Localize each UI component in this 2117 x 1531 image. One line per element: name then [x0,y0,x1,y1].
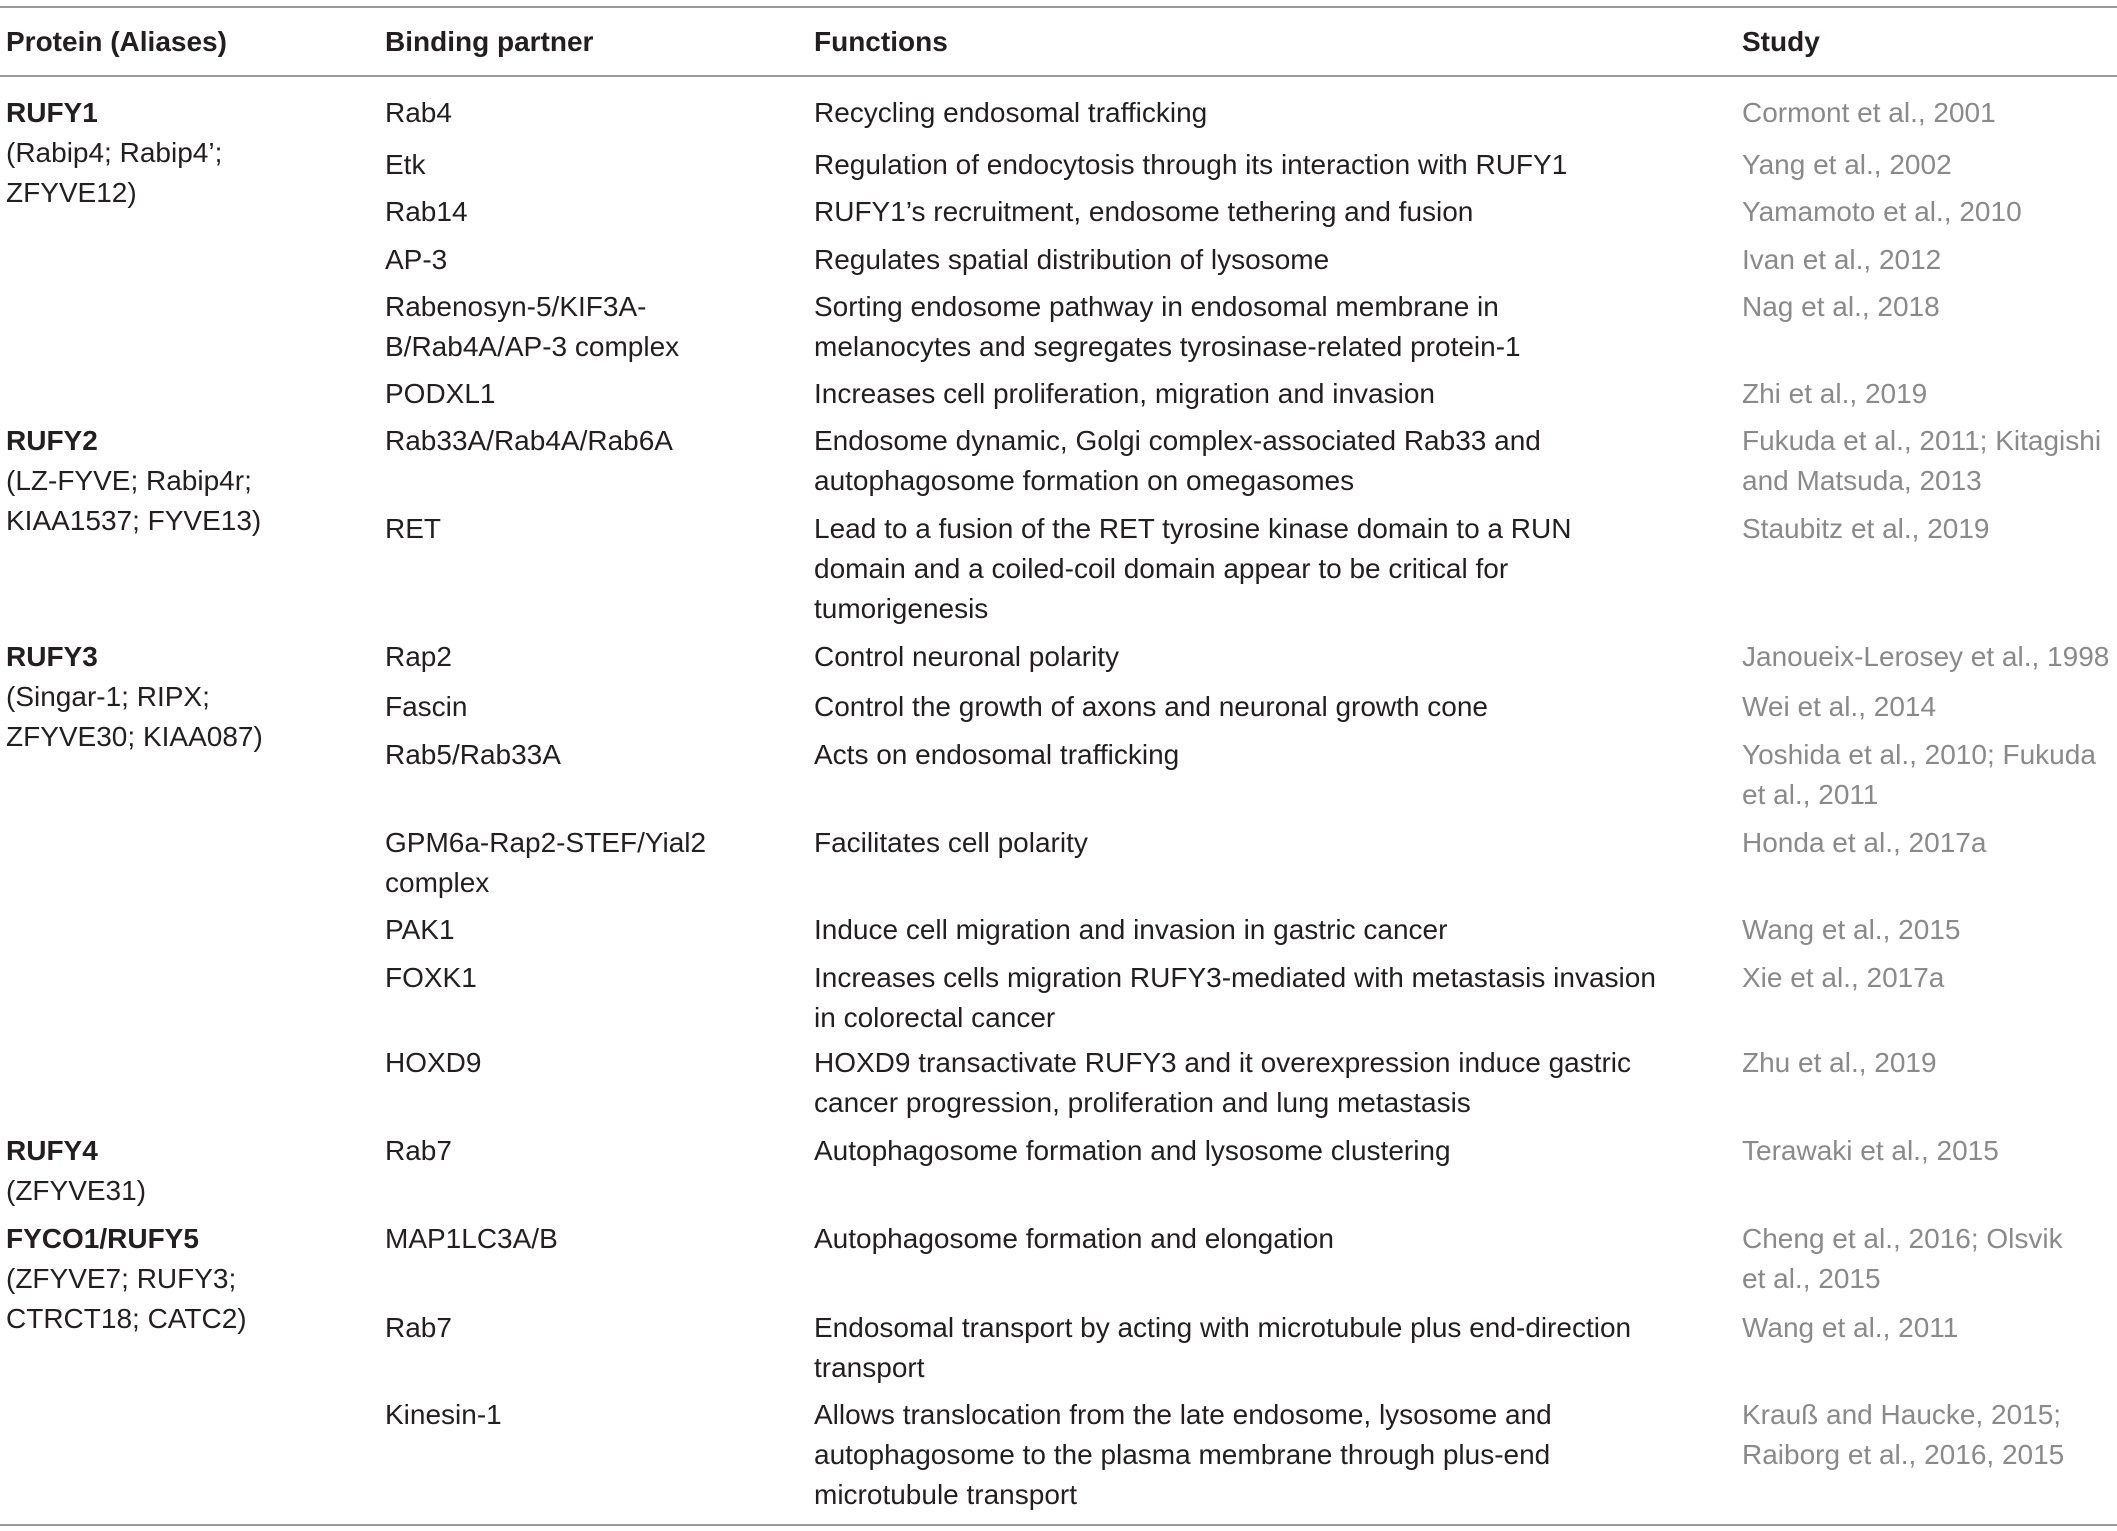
function-text: HOXD9 transactivate RUFY3 and it overexpression induce gastric [814,1047,1632,1078]
study-citation: Yoshida et al., 2010; Fukuda [1742,739,2096,770]
protein-aliases: (ZFYVE31) [6,1175,147,1206]
binding-partner: PODXL1 [385,378,496,409]
function-text: Lead to a fusion of the RET tyrosine kinase domain to a RUN [814,513,1572,544]
binding-partner: Rab5/Rab33A [385,739,561,770]
function-text: cancer progression, proliferation and lung metastasis [814,1087,1471,1118]
protein-name: RUFY3 [6,641,98,672]
table-bottom-rule [0,1524,2117,1526]
study-citation: Wei et al., 2014 [1742,691,1937,722]
study-citation: Honda et al., 2017a [1742,827,1987,858]
protein-aliases: ZFYVE30; KIAA087) [6,721,263,752]
binding-partner: HOXD9 [385,1047,482,1078]
function-text: microtubule transport [814,1479,1078,1510]
binding-partner: Rab7 [385,1312,452,1343]
study-citation: Janoueix-Lerosey et al., 1998 [1742,641,2110,672]
study-citation: Zhu et al., 2019 [1742,1047,1937,1078]
function-text: Acts on endosomal trafficking [814,739,1180,770]
function-text: autophagosome to the plasma membrane through plus-end [814,1439,1551,1470]
binding-partner: Rab7 [385,1135,452,1166]
header-protein: Protein (Aliases) [6,26,227,57]
protein-aliases: KIAA1537; FYVE13) [6,505,262,536]
function-text: Allows translocation from the late endosome, lysosome and [814,1399,1552,1430]
study-citation: et al., 2015 [1742,1263,1881,1294]
study-citation: Krauß and Haucke, 2015; [1742,1399,2062,1430]
function-text: melanocytes and segregates tyrosinase-related protein-1 [814,331,1521,362]
study-citation: Nag et al., 2018 [1742,291,1940,322]
binding-partner: AP-3 [385,244,448,275]
function-text: Increases cell proliferation, migration and invasion [814,378,1435,409]
function-text: Increases cells migration RUFY3-mediated with metastasis invasion [814,962,1656,993]
function-text: Autophagosome formation and elongation [814,1223,1334,1254]
protein-aliases: (LZ-FYVE; Rabip4r; [6,465,252,496]
study-citation: Wang et al., 2015 [1742,914,1961,945]
header-study: Study [1742,26,1820,57]
protein-aliases: (Rabip4; Rabip4’; [6,137,223,168]
function-text: autophagosome formation on omegasomes [814,465,1355,496]
protein-name: RUFY2 [6,425,98,456]
study-citation: et al., 2011 [1742,779,1879,810]
function-text: Endosomal transport by acting with microtubule plus end-direction [814,1312,1632,1343]
binding-partner: Rab33A/Rab4A/Rab6A [385,425,673,456]
binding-partner: FOXK1 [385,962,477,993]
study-citation: Ivan et al., 2012 [1742,244,1942,275]
function-text: Control neuronal polarity [814,641,1120,672]
binding-partner: RET [385,513,441,544]
protein-name: RUFY4 [6,1135,98,1166]
binding-partner: Rab4 [385,97,452,128]
study-citation: Yang et al., 2002 [1742,149,1952,180]
study-citation: Raiborg et al., 2016, 2015 [1742,1439,2065,1470]
study-citation: Zhi et al., 2019 [1742,378,1928,409]
header-bottom-rule [0,75,2117,77]
function-text: Endosome dynamic, Golgi complex-associated Rab33 and [814,425,1541,456]
study-citation: Wang et al., 2011 [1742,1312,1959,1343]
protein-name: RUFY1 [6,97,98,128]
study-citation: Staubitz et al., 2019 [1742,513,1990,544]
binding-partner: Fascin [385,691,468,722]
binding-partner: Rab14 [385,196,468,227]
function-text: in colorectal cancer [814,1002,1056,1033]
study-citation: Xie et al., 2017a [1742,962,1945,993]
binding-partner: MAP1LC3A/B [385,1223,558,1254]
protein-aliases: (Singar-1; RIPX; [6,681,210,712]
binding-partner: Etk [385,149,426,180]
function-text: Induce cell migration and invasion in gastric cancer [814,914,1448,945]
function-text: transport [814,1352,925,1383]
function-text: Facilitates cell polarity [814,827,1088,858]
function-text: domain and a coiled-coil domain appear to be critical for [814,553,1509,584]
function-text: Control the growth of axons and neuronal growth cone [814,691,1488,722]
study-citation: Fukuda et al., 2011; Kitagishi [1742,425,2102,456]
binding-partner: Rap2 [385,641,452,672]
binding-partner: Rabenosyn-5/KIF3A- [385,291,647,322]
study-citation: Cheng et al., 2016; Olsvik [1742,1223,2063,1254]
function-text: tumorigenesis [814,593,989,624]
binding-partner: GPM6a-Rap2-STEF/Yial2 [385,827,707,858]
function-text: Regulates spatial distribution of lysosome [814,244,1330,275]
function-text: Sorting endosome pathway in endosomal membrane in [814,291,1499,322]
study-citation: and Matsuda, 2013 [1742,465,1982,496]
protein-name: FYCO1/RUFY5 [6,1223,199,1254]
function-text: Autophagosome formation and lysosome clustering [814,1135,1451,1166]
header-binding-partner: Binding partner [385,26,594,57]
function-text: Regulation of endocytosis through its interaction with RUFY1 [814,149,1568,180]
table-top-rule [0,6,2117,8]
protein-aliases: ZFYVE12) [6,177,137,208]
function-text: RUFY1’s recruitment, endosome tethering and fusion [814,196,1474,227]
header-functions: Functions [814,26,948,57]
binding-partner: complex [385,867,490,898]
binding-partner: PAK1 [385,914,455,945]
binding-partner: Kinesin-1 [385,1399,502,1430]
study-citation: Cormont et al., 2001 [1742,97,1996,128]
binding-partner: B/Rab4A/AP-3 complex [385,331,680,362]
study-citation: Yamamoto et al., 2010 [1742,196,2022,227]
function-text: Recycling endosomal trafficking [814,97,1208,128]
protein-aliases: CTRCT18; CATC2) [6,1303,247,1334]
protein-aliases: (ZFYVE7; RUFY3; [6,1263,237,1294]
study-citation: Terawaki et al., 2015 [1742,1135,1999,1166]
